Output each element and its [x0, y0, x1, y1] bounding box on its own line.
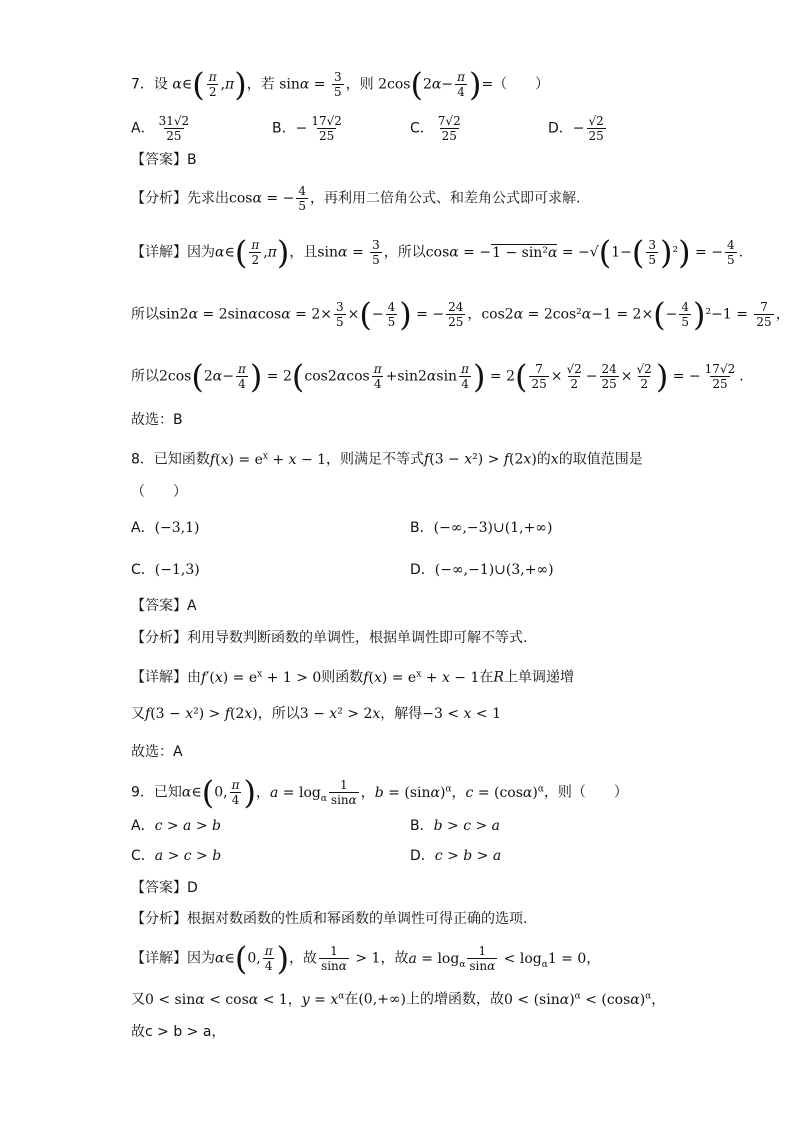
- q7-detail-line1: 【详解】因为α∈( $\frac{\pi}{2}$ ,π)，且sinα = $\frac{3}{5}$ ，所以cosα = −1 − sin²α = −√(1−( $\frac{3}{5}$ )²) = − $\frac{4}{5}$ .: [131, 233, 744, 272]
- q7-number: 7．: [131, 76, 154, 93]
- q8-option-b-label: B．: [410, 520, 434, 536]
- q8-conclusion: 故选：A: [131, 744, 183, 760]
- q7-option-b-num: 17√2: [311, 114, 342, 128]
- q9-detail-c: ，故: [380, 950, 409, 967]
- q9-detail-tag: 【详解】: [131, 950, 187, 967]
- q9-option-a-text: c > a > b: [154, 818, 221, 834]
- q7-stem-mid2: ，则: [345, 76, 374, 93]
- q8-line2-c: ，解得: [380, 706, 423, 722]
- q7-option-d: [548, 114, 608, 143]
- q8-option-b-text: (−∞,−3)∪(1,+∞): [433, 520, 553, 536]
- q8-option-d: [410, 560, 554, 580]
- q9-detail-a: 因为: [187, 950, 215, 967]
- q9-number: 9．: [131, 784, 154, 801]
- q8-analysis-tag: 【分析】: [131, 630, 187, 646]
- q7-answer: [131, 150, 197, 170]
- q8-detail-d: 上单调递增: [503, 669, 574, 686]
- q7-option-c-den: 25: [441, 129, 457, 143]
- q9-option-c-text: a > c > b: [154, 848, 222, 864]
- q7-line3-a: 所以: [131, 368, 159, 385]
- q8-answer-value: A: [187, 598, 197, 614]
- q7-option-b-label: B．: [272, 120, 296, 137]
- q7-stem: 7．设 α∈( $\frac{\pi}{2}$ ,π)，若 sinα = $\frac{3}{5}$ ，则 2cos(2α− $\frac{\pi}{4}$ )=（ ）: [131, 65, 550, 104]
- q7-detail-b: ，且: [289, 244, 318, 261]
- q9-stem: 9．已知α∈(0, $\frac{\pi}{4}$ )，$a = \log_\alpha$ $\frac{1}{\sin\alpha}$ ，$b = (\sin\alpha)^\alpha$，$c = (\cos\alpha)^\alpha$，则（ ）: [131, 773, 628, 812]
- q7-stem-prefix: 设: [153, 76, 168, 93]
- q9-option-d-label: D．: [410, 848, 435, 864]
- q8-option-c-label: C．: [131, 562, 155, 578]
- q9-answer: [131, 878, 198, 898]
- q7-option-b-sign: −: [295, 120, 308, 137]
- q8-option-a: [131, 518, 200, 538]
- q8-stem-d: 的取值范围是: [558, 451, 643, 468]
- q7-line2-a: 所以: [131, 306, 159, 323]
- q8-analysis: [131, 628, 527, 648]
- q7-detail-c: ，所以: [383, 244, 426, 261]
- q9-option-d-text: c > b > a: [434, 848, 502, 864]
- q8-number: 8．: [131, 451, 154, 468]
- q7-stem-end: =（ ）: [481, 76, 550, 93]
- q7-stem-mid: ，若: [246, 76, 275, 93]
- q9-stem-end: ，则（ ）: [543, 784, 628, 801]
- q7-answer-tag: 【答案】: [131, 152, 187, 168]
- q7-analysis-b: ，再利用二倍角公式、和差角公式即可求解.: [309, 190, 581, 207]
- q8-answer: [131, 596, 197, 616]
- q9-line2-b: 在: [344, 991, 359, 1008]
- q7-option-d-den: 25: [588, 129, 604, 143]
- q9-line2-c: 上的增函数，故: [406, 991, 505, 1008]
- q7-analysis: 【分析】先求出cosα = − $\frac{4}{5}$ ，再利用二倍角公式、和差角公式即可求解.: [131, 184, 581, 213]
- q9-analysis-tag: 【分析】: [131, 911, 187, 927]
- q7-option-a: [131, 114, 193, 143]
- q7-option-d-label: D．: [548, 120, 573, 137]
- q8-detail-tag: 【详解】: [131, 669, 187, 686]
- q7-conclusion: 故选：B: [131, 412, 183, 428]
- q7-detail-line3: 所以2cos(2α− $\frac{\pi}{4}$ ) = 2(cos2αcos $\frac{\pi}{4}$ +sin2αsin $\frac{\pi}{4}$ ) = 2( $\frac{7}{25}$ × $\frac{√2}{2}$ − $\frac{24}{25}$ × $\frac{√2}{2}$ ) = − $\frac{17√2}{25}$ .: [131, 357, 744, 396]
- q8-detail-line2: 又f(3 − x²) > f(2x)，所以3 − x² > 2x，解得−3 < x < 1: [131, 706, 501, 722]
- q9-line2-a: 又: [131, 991, 145, 1008]
- q8-detail-c: 在: [479, 669, 494, 686]
- q8-option-d-label: D．: [410, 562, 435, 578]
- q8-analysis-text: 利用导数判断函数的单调性，根据单调性即可解不等式.: [187, 630, 528, 646]
- q9-option-b-text: b > c > a: [433, 818, 501, 834]
- q8-detail-line1: 【详解】由$f'(x) = e^x + 1 > 0$则函数$f(x) = e^x + x - 1$在R上单调递增: [131, 669, 574, 686]
- q9-option-d: [410, 846, 501, 866]
- q8-line2-a: 又: [131, 706, 145, 722]
- q9-detail-line2: 又0 < sinα < cosα < 1，$y = x^\alpha$在(0,+∞)上的增函数，故$0 < (\sin\alpha)^\alpha < (\cos\alpha)^\alpha$，: [131, 991, 666, 1008]
- q8-stem-a: 已知函数: [153, 451, 210, 468]
- q7-option-c: [410, 114, 465, 143]
- q7-answer-value: B: [187, 152, 197, 168]
- q7-detail-a: 因为: [187, 244, 215, 261]
- q7-option-d-num: √2: [588, 114, 604, 128]
- q8-option-d-text: (−∞,−1)∪(3,+∞): [434, 562, 554, 578]
- q7-analysis-a: 先求出: [187, 190, 229, 207]
- q9-option-a: [131, 816, 221, 836]
- q8-stem: 8．已知函数$f(x) = e^x + x - 1$，则满足不等式f(3 − x²) > f(2x)的x的取值范围是: [131, 451, 643, 468]
- q8-option-c-text: (−1,3): [154, 562, 200, 578]
- q8-detail-b: 则函数: [321, 669, 364, 686]
- q9-detail-line1: 【详解】因为α∈(0, $\frac{\pi}{4}$ )，故 $\frac{1}{\sin\alpha}$ > 1，故$a = \log_\alpha$ $\frac{1}{\sin\alpha}$ < $\log_\alpha 1 = 0$，: [131, 939, 601, 978]
- q7-option-a-label: A．: [131, 120, 155, 137]
- q7-detail-tag: 【详解】: [131, 244, 187, 261]
- q7-option-b: [272, 114, 346, 143]
- q8-stem-b: ，则满足不等式: [326, 451, 425, 468]
- q9-option-b: [410, 816, 500, 836]
- q7-analysis-tag: 【分析】: [131, 190, 187, 207]
- q9-answer-tag: 【答案】: [131, 880, 187, 896]
- q7-option-c-num: 7√2: [437, 114, 461, 128]
- q9-option-b-label: B．: [410, 818, 434, 834]
- q9-analysis: [131, 909, 527, 929]
- q7-option-a-num: 31√2: [158, 114, 190, 128]
- q9-answer-value: D: [187, 880, 198, 896]
- q9-analysis-text: 根据对数函数的性质和幂函数的单调性可得正确的选项.: [187, 911, 528, 927]
- q8-detail-a: 由: [187, 669, 201, 686]
- q8-line2-b: ，所以: [257, 706, 300, 722]
- q7-option-d-sign: −: [572, 120, 585, 137]
- q7-detail-line2: 所以sin2α = 2sinαcosα = 2× $\frac{3}{5}$ ×(− $\frac{4}{5}$ ) = − $\frac{24}{25}$ ，cos2α = 2cos²α−1 = 2×(− $\frac{4}{5}$ )²−1 = $\frac{7}{25}$ ，: [131, 295, 790, 334]
- q8-option-c: [131, 560, 200, 580]
- q7-option-c-label: C．: [410, 120, 434, 137]
- q8-option-b: [410, 518, 552, 538]
- q9-detail-b: ，故: [289, 950, 318, 967]
- q9-option-c-label: C．: [131, 848, 155, 864]
- q8-option-a-label: A．: [131, 520, 155, 536]
- q8-stem-c: 的: [536, 451, 551, 468]
- q8-answer-tag: 【答案】: [131, 598, 187, 614]
- q9-conclusion: 故c > b > a，: [131, 1024, 226, 1040]
- q7-option-b-den: 25: [318, 129, 335, 143]
- q8-option-a-text: (−3,1): [154, 520, 200, 536]
- q8-stem-paren: （ ）: [131, 484, 187, 500]
- q9-stem-a: 已知: [153, 784, 182, 801]
- q7-option-a-den: 25: [166, 129, 182, 143]
- q9-option-c: [131, 846, 221, 866]
- q9-option-a-label: A．: [131, 818, 155, 834]
